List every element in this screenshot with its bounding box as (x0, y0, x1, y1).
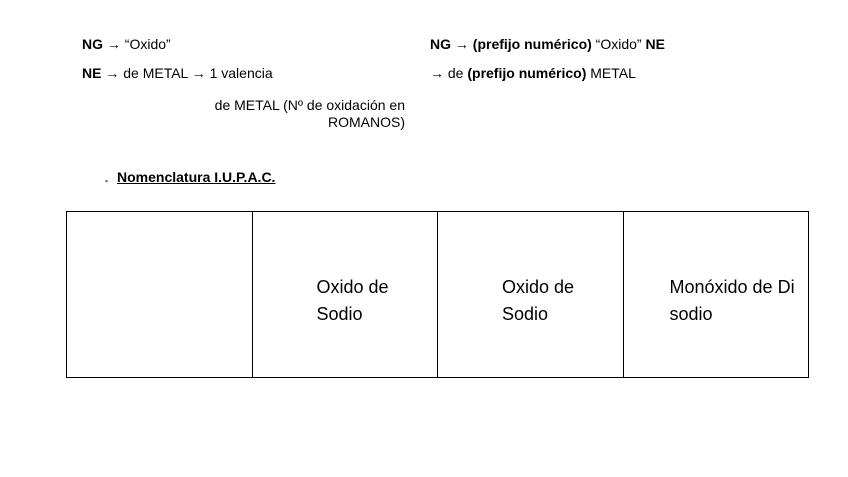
de-text-right: → de (430, 65, 468, 81)
ne-rule-right (430, 65, 636, 82)
table-cell-monoxido-disodio (623, 212, 809, 378)
table-row (67, 212, 809, 378)
ng-rule-right (430, 36, 665, 53)
ng-arrow-right: → (451, 36, 473, 52)
ne-label-right: NE (645, 36, 665, 52)
ng-rule-left (82, 36, 171, 53)
section-title: Nomenclatura I.U.P.A.C. (117, 169, 276, 185)
ng-rule-text: → “Oxido” (103, 36, 171, 52)
metal-oxidation-line1: de METAL (Nº de oxidación en (214, 97, 405, 113)
cell-line2: sodio (669, 304, 713, 324)
ne-label: NE (82, 65, 102, 81)
ne-rule-left (82, 65, 273, 82)
oxido-text-right: “Oxido” (591, 36, 646, 52)
metal-text-right: METAL (586, 65, 636, 81)
cell-line1: Monóxido de Di (669, 277, 795, 297)
nomenclature-table (66, 211, 809, 378)
prefix-label-2: (prefijo numérico) (467, 65, 587, 81)
ne-rule-text: → de METAL → 1 valencia (101, 65, 273, 81)
metal-oxidation-line2: ROMANOS) (328, 114, 405, 130)
cell-line1: Oxido de (502, 277, 575, 297)
table-cell-oxido-sodio-1 (252, 212, 438, 378)
ng-label-right: NG (430, 36, 451, 52)
ng-label: NG (82, 36, 103, 52)
table-cell-empty (67, 212, 253, 378)
cell-line2: Sodio (502, 304, 549, 324)
cell-line1: Oxido de (316, 277, 389, 297)
table-cell-oxido-sodio-2 (438, 212, 624, 378)
bullet-icon: ▪ (105, 176, 109, 186)
prefix-label-1: (prefijo numérico) (472, 36, 592, 52)
metal-oxidation-note (160, 97, 405, 131)
cell-line2: Sodio (316, 304, 363, 324)
